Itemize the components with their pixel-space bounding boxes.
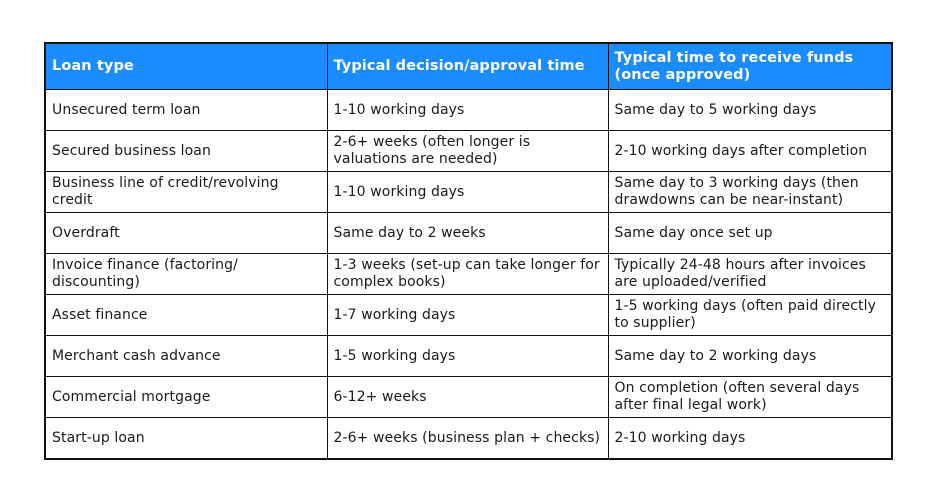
table-row [45,213,892,254]
cell-loan-type: Business line of credit/revolving credit [45,172,327,213]
cell-decision-time: 1-10 working days [327,90,608,131]
table-row [45,254,892,295]
table-row [45,295,892,336]
cell-loan-type: Unsecured term loan [45,90,327,131]
header-loan-type: Loan type [45,43,327,90]
cell-decision-time: 2-6+ weeks (business plan + checks) [327,418,608,460]
cell-loan-type: Start-up loan [45,418,327,460]
header-row [45,43,892,90]
cell-loan-type: Asset finance [45,295,327,336]
cell-decision-time: 6-12+ weeks [327,377,608,418]
loan-timing-table-container [44,42,891,460]
cell-decision-time: Same day to 2 weeks [327,213,608,254]
cell-loan-type: Commercial mortgage [45,377,327,418]
cell-funds-time: 2-10 working days after completion [608,131,892,172]
cell-funds-time: 2-10 working days [608,418,892,460]
table-header [45,43,892,90]
cell-decision-time: 1-3 weeks (set-up can take longer for complex books) [327,254,608,295]
header-funds-time: Typical time to receive funds (once approved) [608,43,892,90]
cell-decision-time: 1-10 working days [327,172,608,213]
cell-decision-time: 1-7 working days [327,295,608,336]
cell-loan-type: Overdraft [45,213,327,254]
header-decision-time: Typical decision/approval time [327,43,608,90]
cell-funds-time: Same day to 3 working days (then drawdowns can be near-instant) [608,172,892,213]
loan-timing-table [44,42,893,460]
cell-funds-time: Same day once set up [608,213,892,254]
table-row [45,172,892,213]
table-row [45,418,892,460]
cell-loan-type: Secured business loan [45,131,327,172]
table-row [45,131,892,172]
table-row [45,90,892,131]
cell-funds-time: On completion (often several days after final legal work) [608,377,892,418]
cell-loan-type: Merchant cash advance [45,336,327,377]
cell-decision-time: 1-5 working days [327,336,608,377]
table-body [45,90,892,460]
cell-decision-time: 2-6+ weeks (often longer is valuations are needed) [327,131,608,172]
cell-funds-time: Same day to 5 working days [608,90,892,131]
cell-funds-time: Same day to 2 working days [608,336,892,377]
cell-funds-time: Typically 24-48 hours after invoices are uploaded/verified [608,254,892,295]
table-row [45,336,892,377]
table-row [45,377,892,418]
cell-loan-type: Invoice finance (factoring/ discounting) [45,254,327,295]
cell-funds-time: 1-5 working days (often paid directly to supplier) [608,295,892,336]
